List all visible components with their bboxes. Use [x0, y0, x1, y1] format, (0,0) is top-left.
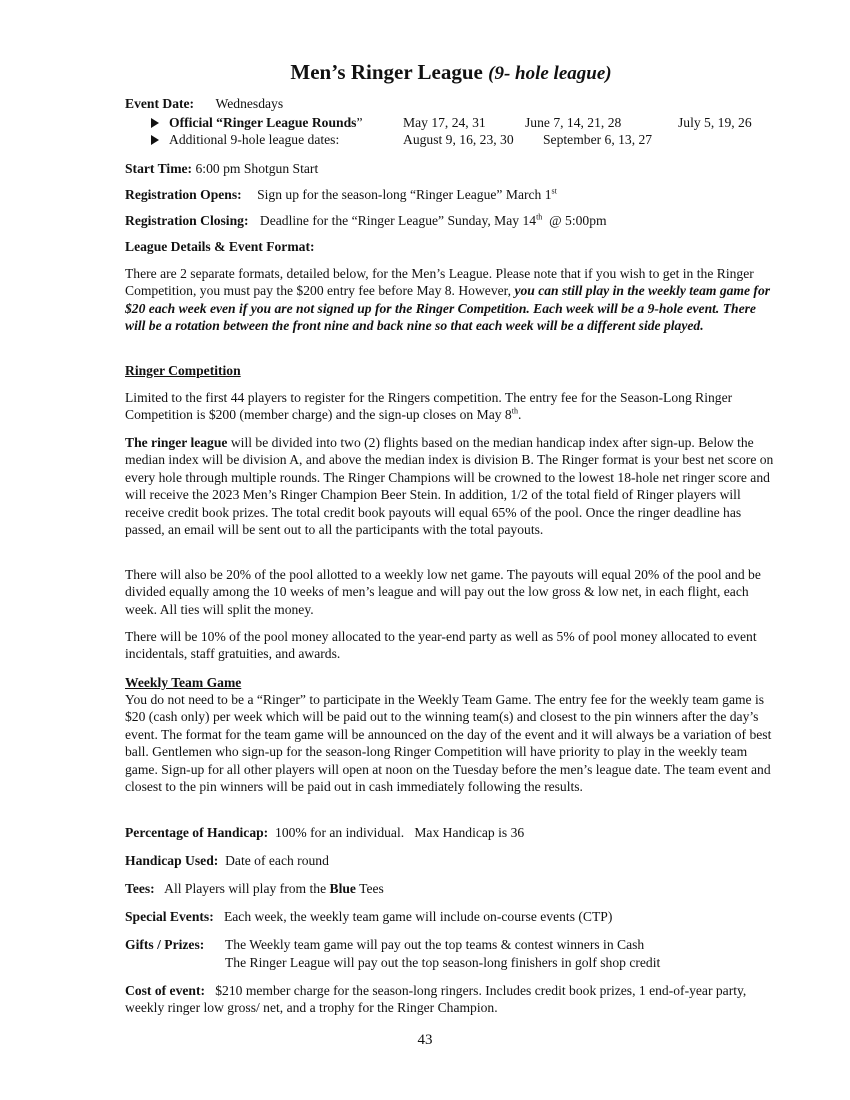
ringer-p1-text: Limited to the first 44 players to register for the Ringers competition. The entry fee for the Season-Long Ringer Competition is $200 (member charge) and the sign-up closes on May 8: [125, 390, 733, 423]
registration-closing-value: Deadline for the “Ringer League” Sunday, May 14: [259, 213, 537, 228]
arrow-bullet-icon: [151, 135, 159, 145]
cost-of-event-label: Cost of event:: [125, 983, 206, 998]
tees-post: Tees: [355, 881, 384, 896]
page-title: [125, 58, 777, 88]
schedule-official-label: Official “Ringer League Rounds: [169, 115, 357, 130]
gifts-prizes-line-1: The Weekly team game will pay out the top teams & contest winners in Cash: [225, 937, 645, 952]
details-heading: [125, 238, 315, 255]
arrow-bullet-icon: [151, 118, 159, 128]
ringer-heading: [125, 362, 241, 379]
tees-color: Blue: [329, 881, 356, 896]
schedule-additional-label: Additional 9-hole league dates:: [169, 132, 340, 147]
schedule-official-may: May 17, 24, 31: [403, 115, 486, 130]
ringer-paragraph-2: [125, 434, 777, 538]
registration-opens-sup: st: [551, 186, 557, 196]
ringer-paragraph-3: There will also be 20% of the pool allotted to a weekly low net game. The payouts will equal 20% of the pool and be divided equally among the 10 weeks of men’s league and will pay out the low gross & low net, in each flight, each week. All ties will split the money.: [125, 567, 761, 617]
weekly-paragraph: You do not need to be a “Ringer” to participate in the Weekly Team Game. The entry fee for the weekly team game is $20 (cash only) per week which will be paid out to the winning team(s) and closest to the pin winners after the day’s event. The format for the team game will be announced on the day of the event and it will always be a variation of best ball. Gentlemen who sign-up for the season-long Ringer Competition will have priority to play in the weekly team game. Sign-up for all other players will open at noon on the Tuesday before the men’s league date. The team event and closest to the pin winners will be paid out in cash immediately following the results.: [125, 692, 772, 795]
event-date-value: Wednesdays: [215, 96, 284, 111]
schedule-official-label-tail: ”: [356, 115, 363, 130]
handicap-used-label: Handicap Used:: [125, 853, 219, 868]
schedule-additional-september: September 6, 13, 27: [543, 132, 653, 147]
special-events-label: Special Events:: [125, 909, 214, 924]
event-date-line: [125, 95, 283, 112]
ringer-heading-text: Ringer Competition: [125, 363, 241, 378]
handicap-percentage-line: [125, 824, 524, 841]
tees-pre: All Players will play from the: [154, 881, 330, 896]
start-time-line: [125, 160, 318, 177]
ringer-p1-end: .: [517, 407, 522, 423]
special-events-value: Each week, the weekly team game will include on-course events (CTP): [213, 909, 613, 924]
special-events-line: [125, 908, 612, 925]
handicap-percentage-value: 100% for an individual. Max Handicap is 36: [268, 825, 525, 840]
details-heading-text: League Details & Event Format:: [125, 239, 315, 254]
handicap-used-line: [125, 852, 329, 869]
intro-normal: There are 2 separate formats, detailed below, for the Men’s League. Please note that if you wish to get in the Ringer Competition, you must pay the $200 entry fee before May 8. However,: [125, 266, 754, 299]
registration-closing-time: @ 5:00pm: [542, 213, 607, 228]
intro-emphasis: you can still play in the weekly team game for $20 each week even if you are not signed up for the Ringer Competition. Each week will be a 9-hole event. There will be a rotation between the front nine and back nine so that each week will be a different side played.: [125, 283, 771, 334]
weekly-heading-text: Weekly Team Game: [125, 675, 242, 690]
title-main: Men’s Ringer League: [290, 60, 483, 84]
registration-opens-label: Registration Opens:: [125, 187, 242, 202]
event-date-label: Event Date:: [125, 96, 195, 111]
cost-of-event-value: $210 member charge for the season-long ringers. Includes credit book prizes, 1 end-of-year party, weekly ringer low gross/ net, and a trophy for the Ringer Champion.: [125, 983, 750, 1016]
ringer-paragraph-1: [125, 389, 777, 424]
schedule-row-additional: [151, 131, 339, 148]
start-time-value: 6:00 pm Shotgun Start: [195, 161, 319, 176]
registration-opens-line: [125, 186, 557, 203]
ringer-p2-bold: The ringer league: [125, 435, 228, 450]
handicap-percentage-label: Percentage of Handicap:: [125, 825, 269, 840]
ringer-p2-text: will be divided into two (2) flights based on the median handicap index after sign-up. Below the median index will be division A, and above the median index is division B. The Ringer format is your best net score on every hole through multiple rounds. The Ringer Champions will be crowned to the lowest 18-hole net ringer score and will receive the 2023 Men’s Ringer Champion Beer Stein. In addition, 1/2 of the total field of Ringer players will receive credit book prizes. The total credit book payouts will equal 65% of the pool. Once the ringer deadline has passed, an email will be sent out to all the participants with the total payouts.: [125, 435, 774, 538]
start-time-label: Start Time:: [125, 161, 193, 176]
registration-closing-sup: th: [536, 212, 543, 222]
ringer-p1-sup: th: [511, 406, 518, 416]
schedule-official-june: June 7, 14, 21, 28: [525, 115, 622, 130]
registration-closing-line: [125, 212, 607, 229]
tees-label: Tees:: [125, 881, 155, 896]
schedule-row-official: [151, 114, 362, 131]
schedule-additional-august: August 9, 16, 23, 30: [403, 132, 514, 147]
registration-opens-value: Sign up for the season-long “Ringer League” March 1: [257, 187, 552, 202]
gifts-prizes-line: [125, 936, 204, 953]
cost-of-event-paragraph: [125, 982, 777, 1017]
schedule-official-july: July 5, 19, 26: [678, 115, 752, 130]
tees-line: [125, 880, 384, 897]
weekly-heading: [125, 674, 241, 691]
intro-paragraph: [125, 265, 777, 335]
gifts-prizes-label: Gifts / Prizes:: [125, 937, 205, 952]
handicap-used-value: Date of each round: [218, 853, 329, 868]
gifts-prizes-line-2: The Ringer League will pay out the top season-long finishers in golf shop credit: [225, 955, 661, 970]
registration-closing-label: Registration Closing:: [125, 213, 249, 228]
page-number: 43: [417, 1032, 433, 1048]
title-subtitle: (9- hole league): [488, 63, 612, 84]
ringer-paragraph-4: There will be 10% of the pool money allocated to the year-end party as well as 5% of pool money allocated to event incidentals, staff gratuities, and awards.: [125, 629, 757, 662]
